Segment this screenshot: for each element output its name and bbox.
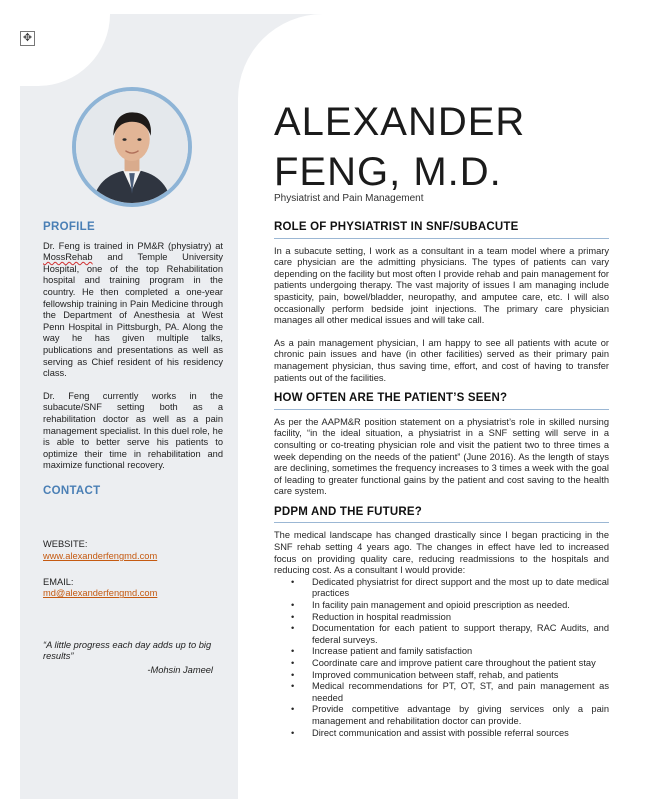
bullet-icon: • [291,681,295,692]
bullet-icon: • [291,600,295,611]
frequency-heading: HOW OFTEN ARE THE PATIENT’S SEEN? [274,393,609,410]
list-item: • Direct communication and assist with possible referral sources [291,727,569,738]
profile-paragraph-2: Dr. Feng currently works in the subacute/SNF setting both as a rehabilitation doctor as well as a pain management specialist. In this duel role, he is able to better serve his patients to optimize their time in rehabilitation and maximize functional recovery. [43,390,223,471]
avatar [72,87,192,207]
quote-author: -Mohsin Jameel [147,665,213,676]
contact-heading: CONTACT [43,484,101,497]
bullet-icon: • [291,611,295,622]
role-heading: ROLE OF PHYSIATRIST IN SNF/SUBACUTE [274,222,609,239]
profile-heading: PROFILE [43,221,95,233]
list-item: • Documentation for each patient to support therapy, RAC Audits, and federal surveys. [291,623,609,645]
page-title [274,97,525,197]
list-item: • Improved communication between staff, rehab, and patients [291,669,559,680]
list-item: • Coordinate care and improve patient care throughout the patient stay [291,658,596,668]
bullet-icon: • [291,646,295,657]
spellcheck-word: MossRehab [43,252,93,263]
name-line-2: FENG, M.D. [274,150,502,194]
role-paragraph-1: In a subacute setting, I work as a consultant in a team model where a primary care physician are the admitting physicians. The types of patients can vary depending on the facility but most often I provide rehab and pain management for patients undergoing therapy. The vast majority of issues I am managing include spasticity, pain, bowel/bladder, neuropathy, and amputee care, etc. I will also occasionally perform bedside joint injections. The primary care physician manages all other medical issues and will take call. [274,245,609,326]
website-label: WEBSITE: [43,539,88,550]
profile-photo [76,91,188,203]
email-label: EMAIL: [43,576,74,587]
list-item: • Increase patient and family satisfaction [291,646,473,657]
profile-paragraph-1: Dr. Feng is trained in PM&R (physiatry) at MossRehab and Temple University Hospital, one of the top Rehabilitation hospital and training program in the country. He then completed a one-year fellowship training in Pain Medicine through the Department of Anesthesia at West Penn Hospital in Pittsburgh, PA. Along the way he has given multiple talks, publications and presentations as well as serving as Chief resident of his residency class. [43,240,223,379]
list-item: • In facility pain management and opioid prescription as needed. [291,600,570,611]
list-item: • Medical recommendations for PT, OT, ST, and pain management as needed [291,681,609,703]
name-line-1: ALEXANDER [274,100,526,144]
sidebar [43,222,223,677]
move-cross-icon[interactable]: ✥ [20,31,35,46]
bullet-icon: • [291,658,295,668]
bullet-icon: • [291,704,295,715]
email-link[interactable]: md@alexanderfengmd.com [43,588,158,599]
quote-text: “A little progress each day adds up to big results” [43,639,212,662]
website-link[interactable]: www.alexanderfengmd.com [43,551,158,562]
bullet-icon: • [291,623,295,634]
bullet-icon: • [291,576,295,587]
list-item: • Provide competitive advantage by giving services only a pain management and rehabilitation doctor can provide. [291,704,609,726]
services-list [291,577,609,739]
frequency-paragraph: As per the AAPM&R position statement on a physiatrist’s role in skilled nursing facility, “in the ideal situation, a physiatrist in a SNF setting will serve in a consulting or co-treating physician role and visit the patient two to three times a week depending on the needs of the patient” (June 2016). As the length of stays are declining, sometimes the frequency increases to 3 times a week with the goal of leading to greater functional gains by the patient and cost saving to the health care system. [274,416,609,497]
future-paragraph: The medical landscape has changed drastically since I began practicing in the SNF rehab setting 4 years ago. The changes in effect have led to increased focus on providing quality care, reducing readmissions to the hospitals and reducing cost. As a consultant I would provide: [274,530,609,576]
role-paragraph-2: As a pain management physician, I am happy to see all patients with acute or chronic pain issues and have (in other facilities) served as their primary pain management physician, thus saving time, effort, and cost of having to transfer patients out of the facilities. [274,337,609,383]
job-title: Physiatrist and Pain Management [274,193,424,204]
list-item: • Dedicated physiatrist for direct support and the most up to date medical practices [291,576,609,599]
future-heading: PDPM AND THE FUTURE? [274,507,609,524]
main-content [274,222,609,739]
list-item: • Reduction in hospital readmission [291,611,452,622]
bullet-icon: • [291,669,295,680]
bullet-icon: • [291,727,295,738]
